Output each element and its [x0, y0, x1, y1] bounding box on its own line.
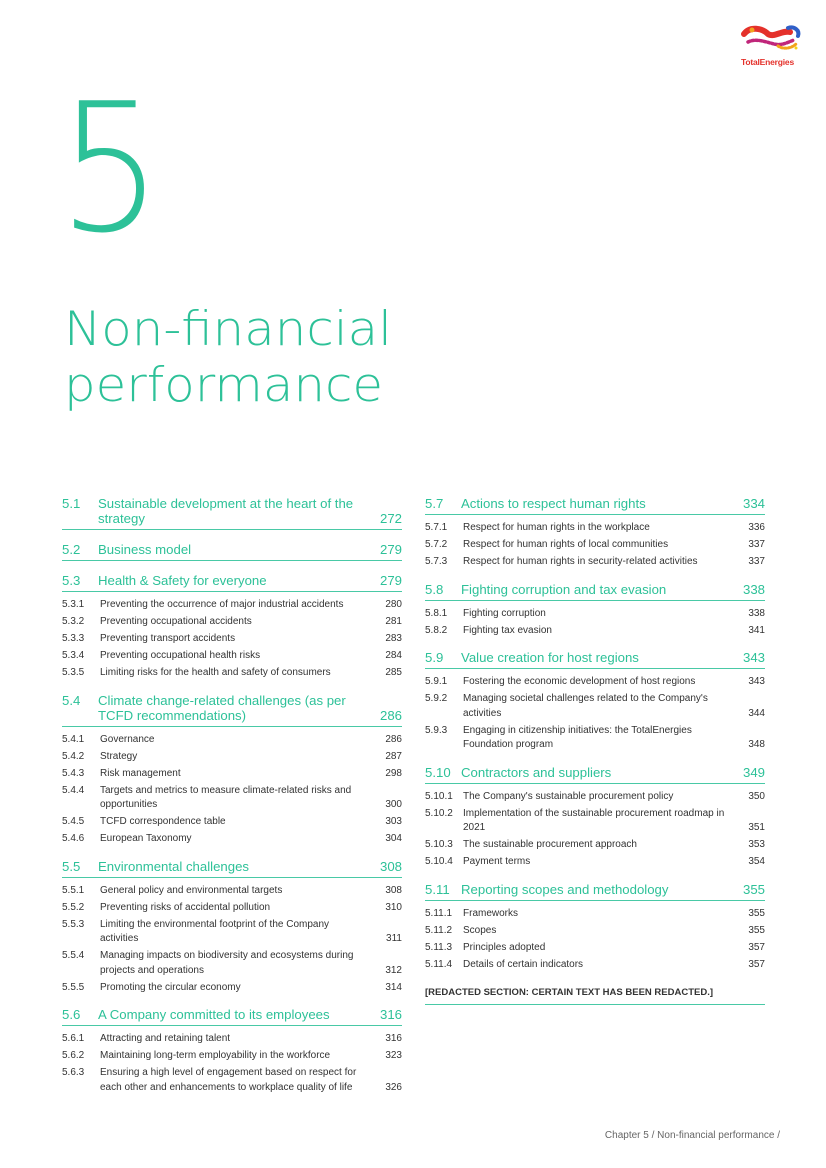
- toc-section-page: 316: [379, 1007, 402, 1022]
- toc-item-page: 357: [748, 958, 765, 970]
- toc-item-page: 338: [748, 607, 765, 619]
- toc-section-page: 343: [742, 650, 765, 665]
- toc-item-page: 341: [748, 624, 765, 636]
- toc-item-page: 323: [385, 1050, 402, 1061]
- toc-item-title: Preventing risks of accidental pollution: [100, 901, 271, 913]
- toc-item-list: [425, 907, 765, 973]
- toc-item-page: 312: [385, 964, 402, 976]
- toc-section: [425, 496, 765, 570]
- toc-section-number: 5.7: [425, 496, 444, 511]
- toc-item-page: 300: [385, 799, 402, 810]
- toc-item-page: 314: [385, 981, 402, 993]
- toc-item-page: 353: [748, 839, 765, 850]
- toc-item-number: 5.5.5: [62, 981, 85, 993]
- toc-item-list: [62, 733, 402, 847]
- toc-item-title: Fighting corruption: [463, 607, 546, 619]
- toc-item[interactable]: [62, 949, 402, 978]
- toc-section-number: 5.2: [62, 542, 81, 557]
- toc-left-column: [62, 496, 402, 1107]
- toc-section-number: 5.1: [62, 496, 81, 511]
- toc-item-number: 5.5.4: [62, 950, 85, 961]
- toc-section-number: 5.4: [62, 692, 81, 708]
- toc-item-number: 5.10.4: [425, 856, 453, 867]
- toc-section-page: 355: [742, 881, 765, 897]
- toc-item-title: Respect for human rights of local communities: [463, 539, 669, 550]
- toc-section-page: 308: [379, 858, 402, 874]
- toc-item-number: 5.4.2: [62, 750, 85, 762]
- toc-item[interactable]: [425, 790, 765, 805]
- toc-item-page: 285: [385, 667, 402, 678]
- redacted-note: [REDACTED SECTION: CERTAIN TEXT HAS BEEN REDACTED.]: [425, 984, 765, 1005]
- toc-item-page: 326: [385, 1081, 402, 1093]
- page-footer: Chapter 5 / Non-financial performance /: [604, 1130, 780, 1141]
- toc-item-number: 5.4.1: [62, 733, 85, 745]
- toc-section-title: Value creation for host regions: [461, 650, 639, 665]
- toc-item-page: 311: [386, 933, 402, 944]
- toc-item-number: 5.10.2: [425, 807, 453, 819]
- toc-section: [425, 765, 765, 870]
- toc-section-number: 5.10: [425, 764, 451, 780]
- toc-item[interactable]: [62, 784, 402, 813]
- toc-item-page: 310: [385, 901, 402, 913]
- toc-item-number: 5.5.3: [62, 918, 85, 930]
- toc-item[interactable]: [62, 733, 402, 748]
- toc-section-heading[interactable]: [62, 542, 402, 561]
- toc-item-number: 5.7.1: [425, 522, 448, 533]
- toc-section-heading[interactable]: [62, 573, 402, 592]
- toc-item-number: 5.6.3: [62, 1067, 85, 1078]
- toc-item-number: 5.11.2: [425, 924, 453, 936]
- toc-section-page: 272: [379, 511, 402, 526]
- toc-item-title: Fighting tax evasion: [463, 624, 552, 636]
- toc-item-title: Details of certain indicators: [463, 958, 584, 970]
- toc-item-number: 5.4.5: [62, 816, 85, 827]
- toc-section-title: Reporting scopes and methodology: [461, 881, 669, 897]
- toc-item-list: [62, 884, 402, 996]
- brand-wordmark: TotalEnergies: [741, 57, 794, 67]
- toc-item-title: Attracting and retaining talent: [100, 1033, 231, 1044]
- toc-section: [62, 1007, 402, 1095]
- toc-item-title: The sustainable procurement approach: [463, 839, 637, 850]
- toc-section-title: Contractors and suppliers: [461, 764, 612, 780]
- toc-item-page: 336: [748, 522, 765, 533]
- toc-item-title: TCFD correspondence table: [100, 816, 226, 827]
- toc-item-title: Limiting risks for the health and safety of consumers: [100, 667, 331, 678]
- toc-item[interactable]: [425, 924, 765, 939]
- toc-section: [425, 582, 765, 639]
- toc-section-heading[interactable]: [62, 859, 402, 878]
- toc-item[interactable]: [62, 615, 402, 630]
- toc-item-list: [425, 790, 765, 870]
- toc-item[interactable]: [62, 1049, 402, 1064]
- toc-item[interactable]: [62, 598, 402, 613]
- toc-item-number: 5.4.3: [62, 767, 85, 779]
- toc-item-list: [425, 675, 765, 753]
- toc-item-page: 316: [385, 1033, 402, 1044]
- toc-item-number: 5.11.4: [425, 958, 453, 970]
- toc-section-number: 5.6: [62, 1007, 81, 1022]
- toc-item-list: [62, 1032, 402, 1095]
- toc-section-heading[interactable]: [425, 496, 765, 515]
- toc-item[interactable]: [425, 607, 765, 622]
- toc-item[interactable]: [62, 918, 402, 947]
- toc-item-title: Governance: [100, 733, 155, 745]
- toc-item-page: 280: [385, 599, 402, 610]
- toc-item-number: 5.6.1: [62, 1033, 85, 1044]
- toc-item[interactable]: [425, 958, 765, 973]
- toc-section-heading[interactable]: [62, 693, 402, 727]
- chapter-title: Non-financial performance: [64, 302, 392, 413]
- toc-section-heading[interactable]: [425, 582, 765, 601]
- toc-item-page: 355: [748, 924, 765, 936]
- toc-section-title: Sustainable development at the heart of the strategy: [98, 496, 354, 526]
- toc-section-page: 286: [379, 707, 402, 723]
- toc-item[interactable]: [62, 666, 402, 681]
- toc-item-title: Strategy: [100, 750, 138, 762]
- toc-item-title: Preventing the occurrence of major industrial accidents: [100, 599, 344, 610]
- toc-item-title: Preventing transport accidents: [100, 633, 236, 644]
- toc-item-number: 5.11.3: [425, 941, 453, 953]
- toc-item[interactable]: [425, 907, 765, 922]
- toc-section-title: Business model: [98, 542, 192, 557]
- toc-item[interactable]: [425, 624, 765, 639]
- toc-item-number: 5.8.2: [425, 624, 448, 636]
- toc-item-title: Managing impacts on biodiversity and ecosystems during projects and operations: [100, 950, 354, 976]
- toc-section-title: Climate change-related challenges (as per TCFD recommendations): [98, 692, 346, 723]
- toc-item-title: Limiting the environmental footprint of the Company activities: [100, 918, 330, 944]
- toc-section-page: 349: [742, 764, 765, 780]
- toc-section-heading[interactable]: [62, 1007, 402, 1026]
- toc-item-page: 348: [748, 739, 765, 750]
- toc-item[interactable]: [425, 521, 765, 536]
- toc-section: [425, 882, 765, 973]
- toc-item-page: 308: [385, 884, 402, 896]
- toc-item-page: 304: [385, 833, 402, 844]
- toc-item-number: 5.9.3: [425, 724, 448, 736]
- toc-item-number: 5.10.1: [425, 790, 453, 802]
- toc-item-title: Ensuring a high level of engagement based on respect for each other and enhancements to workplace quality of life: [100, 1067, 357, 1093]
- toc-item-page: 354: [748, 856, 765, 867]
- toc-item[interactable]: [62, 750, 402, 765]
- toc-item[interactable]: [62, 884, 402, 899]
- toc-section-heading[interactable]: [425, 650, 765, 669]
- toc-item-number: 5.5.1: [62, 884, 85, 896]
- toc-item-number: 5.3.1: [62, 599, 85, 610]
- toc-item-number: 5.5.2: [62, 901, 85, 913]
- toc-section-number: 5.11: [425, 881, 450, 897]
- toc-item-title: Preventing occupational health risks: [100, 650, 261, 661]
- toc-section-title: Fighting corruption and tax evasion: [461, 581, 667, 597]
- toc-section-heading[interactable]: [425, 765, 765, 784]
- toc-section-title: Environmental challenges: [98, 858, 250, 874]
- toc-item-list: [62, 598, 402, 681]
- toc-item-title: Implementation of the sustainable procurement roadmap in 2021: [463, 807, 725, 833]
- toc-item-number: 5.3.4: [62, 650, 85, 661]
- toc-item-page: 344: [748, 707, 765, 719]
- toc-item-page: 281: [385, 616, 402, 627]
- toc-item-number: 5.9.1: [425, 676, 448, 687]
- toc-item-page: 350: [748, 790, 765, 802]
- toc-item-page: 343: [748, 676, 765, 687]
- toc-item[interactable]: [425, 807, 765, 836]
- toc-item[interactable]: [425, 675, 765, 690]
- toc-section: [62, 573, 402, 681]
- toc-item[interactable]: [62, 1032, 402, 1047]
- toc-item-number: 5.3.5: [62, 667, 85, 678]
- toc-item-title: Respect for human rights in security-related activities: [463, 556, 698, 567]
- toc-item-title: Managing societal challenges related to the Company's activities: [463, 693, 708, 719]
- toc-item-number: 5.3.2: [62, 616, 85, 627]
- toc-section-title: A Company committed to its employees: [98, 1007, 330, 1022]
- toc-item[interactable]: [62, 1066, 402, 1095]
- toc-item-title: Scopes: [463, 924, 497, 936]
- toc-item[interactable]: [425, 692, 765, 721]
- toc-item-page: 283: [385, 633, 402, 644]
- toc-section: [62, 542, 402, 561]
- toc-item-number: 5.4.4: [62, 784, 85, 796]
- toc-section-heading[interactable]: [425, 882, 765, 901]
- toc-item[interactable]: [62, 632, 402, 647]
- toc-item[interactable]: [425, 855, 765, 870]
- toc-item-title: Maintaining long-term employability in the workforce: [100, 1050, 331, 1061]
- toc-item-page: 286: [385, 733, 402, 745]
- toc-item-list: [425, 521, 765, 570]
- toc-item[interactable]: [425, 941, 765, 956]
- toc-item-number: 5.6.2: [62, 1050, 85, 1061]
- toc-item-title: Risk management: [100, 767, 181, 779]
- toc-item-title: Fostering the economic development of host regions: [463, 676, 696, 687]
- toc-item[interactable]: [62, 815, 402, 830]
- toc-item[interactable]: [62, 767, 402, 782]
- toc-item[interactable]: [425, 838, 765, 853]
- toc-item-page: 337: [748, 556, 765, 567]
- toc-section-heading[interactable]: [62, 496, 402, 530]
- toc-section-number: 5.5: [62, 858, 81, 874]
- toc-section-number: 5.3: [62, 573, 81, 588]
- toc-item-page: 284: [385, 650, 402, 661]
- toc-item[interactable]: [425, 538, 765, 553]
- toc-item-number: 5.3.3: [62, 633, 85, 644]
- toc-item[interactable]: [425, 724, 765, 753]
- toc-item-number: 5.8.1: [425, 607, 448, 619]
- toc-item-page: 303: [385, 816, 402, 827]
- chapter-number: 5: [58, 65, 163, 272]
- toc-section-page: 279: [379, 542, 402, 557]
- toc-item-title: General policy and environmental targets: [100, 884, 283, 896]
- toc-item-title: The Company's sustainable procurement policy: [463, 790, 674, 802]
- toc-item-title: Frameworks: [463, 907, 519, 919]
- toc-item-page: 287: [385, 750, 402, 762]
- toc-item-number: 5.4.6: [62, 833, 85, 844]
- toc-section-number: 5.9: [425, 650, 444, 665]
- toc-section: [62, 859, 402, 996]
- toc-item-number: 5.7.3: [425, 556, 448, 567]
- toc-section: [62, 496, 402, 530]
- toc-item-page: 355: [748, 907, 765, 919]
- toc-item[interactable]: [425, 555, 765, 570]
- toc-item-title: Payment terms: [463, 856, 531, 867]
- toc-section-page: 334: [742, 496, 765, 511]
- toc-item-page: 357: [748, 941, 765, 953]
- toc-item-page: 351: [748, 822, 765, 833]
- toc-item-page: 298: [385, 767, 402, 779]
- toc-item-number: 5.10.3: [425, 839, 453, 850]
- toc-item-title: Engaging in citizenship initiatives: the TotalEnergies Foundation program: [463, 724, 692, 750]
- toc-section-title: Actions to respect human rights: [461, 496, 646, 511]
- toc-item-title: Promoting the circular economy: [100, 981, 241, 993]
- toc-section-page: 279: [379, 573, 402, 588]
- toc-section: [425, 650, 765, 753]
- toc-section-title: Health & Safety for everyone: [98, 573, 267, 588]
- toc-item-page: 337: [748, 539, 765, 550]
- toc-item-title: Respect for human rights in the workplace: [463, 522, 650, 533]
- toc-item-title: Targets and metrics to measure climate-related risks and opportunities: [100, 784, 352, 810]
- toc-item-number: 5.11.1: [425, 907, 453, 919]
- toc-item[interactable]: [62, 832, 402, 847]
- toc-item-number: 5.9.2: [425, 693, 448, 704]
- toc-item-number: 5.7.2: [425, 539, 448, 550]
- toc-item[interactable]: [62, 649, 402, 664]
- toc-item-list: [425, 607, 765, 639]
- toc-item-title: European Taxonomy: [100, 833, 192, 844]
- toc-section-number: 5.8: [425, 581, 444, 597]
- toc-item[interactable]: [62, 901, 402, 916]
- toc-item-title: Preventing occupational accidents: [100, 616, 252, 627]
- toc-right-column: [425, 496, 765, 1005]
- toc-section-page: 338: [742, 581, 765, 597]
- toc-section: [62, 693, 402, 847]
- toc-item[interactable]: [62, 981, 402, 996]
- toc-item-title: Principles adopted: [463, 941, 546, 953]
